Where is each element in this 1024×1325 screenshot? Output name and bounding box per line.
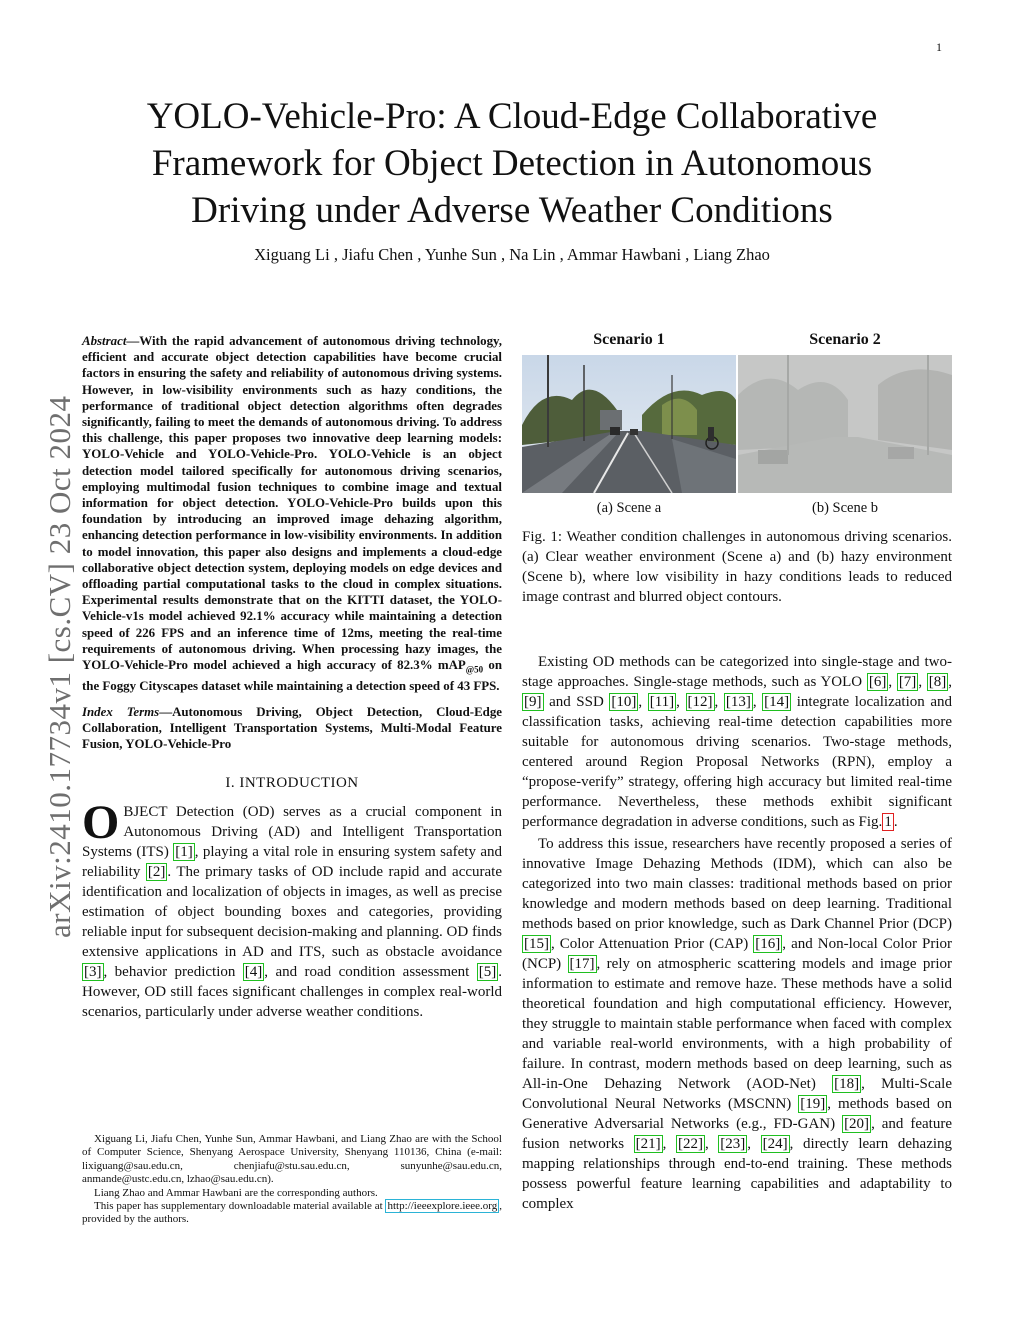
right-paragraph-2: To address this issue, researchers have recently proposed a series of innovative Image Dehazing Methods (IDM), which can also be categorized into two main classes: traditional methods based on prior knowledge and modern methods based on deep learning. Traditional methods based on prior knowledge, such as Dark Channel Prior (DCP) [15] , Color Attenuation Prior (CAP) [16] , and Non-local Color Prior (NCP) [17] , rely on atmospheric scattering models and image prior information to estimate and remove haze. These methods have a solid theoretical foundation and high computational efficiency. However, they struggle to maintain stable performance when faced with complex and variable real-world environments, with a high probability of failure. In contrast, modern methods based on deep learning, such as All-in-One Dehazing Network (AOD-Net) [18] , Multi-Scale Convolutional Neural Networks (MSCNN) [19] , methods based on Generative Adversarial Networks (e.g., FD-GAN) [20] , and feature fusion networks [21] , [22] , [23] , [24] , directly learn dehazing mapping relationships through end-to-end training. These methods possess powerful feature learning capabilities and adaptability to complex (522, 836, 953, 1212)
right-paragraph-1: Existing OD methods can be categorized into single-stage and two-stage approaches. Single-stage methods, such as YOLO [6] , [7] , [8] , [9] and SSD [10] , [11] , [12] , [13] , [14] integrate localization and classification tasks, achieving real-time detection capabilities more suitable for autonomous driving scenarios. Two-stage methods, centered around Region Proposal Networks (RPN), employ a “propose-verify” strategy, offering high accuracy but limited real-time performance. Nevertheless, these methods exhibit significant performance degradation in adverse conditions, such as Fig. 1 . (522, 654, 953, 830)
hazy-street-photo (738, 355, 952, 493)
subcaption-b: (b) Scene b (811, 500, 879, 516)
citation-link[interactable]: [12] (687, 694, 713, 710)
citation-link[interactable]: [1] (175, 843, 193, 860)
intro-paragraph (82, 795, 503, 1022)
abstract-dash: — (126, 334, 140, 348)
citation-link[interactable]: [7] (898, 674, 917, 690)
author-list: Xiguang Li , Jiafu Chen , Yunhe Sun , Na Lin , Ammar Hawbani , Liang Zhao (254, 245, 770, 264)
drop-cap: O (82, 795, 120, 849)
citation-link[interactable]: [2] (147, 863, 166, 880)
citation-link[interactable]: [11] (649, 694, 675, 710)
citation-link[interactable]: [24] (762, 1136, 788, 1152)
abstract-text: With the rapid advancement of autonomous driving technology, efficient and accurate object detection capabilities have become crucial factors in ensuring the safety and reliability of autonomous driving systems. However, in low-visibility environments such as hazy conditions, the performance of traditional object detection algorithms often degrades significantly, failing to meet the demands of autonomous driving. To address this challenge, this paper proposes two innovative deep learning models: YOLO-Vehicle and YOLO-Vehicle-Pro. YOLO-Vehicle is an object detection model tailored specifically for autonomous driving scenarios, employing multimodal fusion techniques to combine image and textual information for object detection. YOLO-Vehicle-Pro builds upon this foundation by introducing an improved image dehazing algorithm, enhancing detection performance in low-visibility environments. In addition to model innovation, this paper also designs and implements a cloud-edge collaborative object detection system, deploying models on edge devices and offloading partial computational tasks to the cloud in complex situations. Experimental results demonstrate that on the KITTI dataset, the YOLO-Vehicle-v1s model achieved 92.1% accuracy while maintaining a detection speed of 226 FPS and an inference time of 12ms, meeting the real-time requirements of autonomous driving. When processing hazy images, the YOLO-Vehicle-Pro model achieved a high accuracy of 82.3% mAP (82, 334, 502, 673)
abstract (82, 333, 502, 694)
footnotes (82, 1133, 502, 1227)
citation-link[interactable]: [10] (611, 694, 637, 710)
paper-title: YOLO-Vehicle-Pro: A Cloud-Edge Collaborative Framework for Object Detection in Autonomous Driving under Adverse Weather Conditions (146, 96, 878, 231)
citation-link[interactable]: [21] (635, 1136, 661, 1152)
citation-link[interactable]: [5] (478, 963, 497, 980)
ieee-link[interactable]: http://ieeexplore.ieee.org (387, 1200, 498, 1213)
arxiv-identifier: arXiv:2410.17734v1 [cs.CV] 23 Oct 2024 (42, 395, 77, 938)
citation-link[interactable]: [17] (569, 956, 595, 972)
index-terms (82, 704, 502, 753)
index-terms-label: Index Terms (82, 705, 160, 720)
intro-paragraph-text: BJECT Detection (OD) serves as a crucial component in Autonomous Driving (AD) and Intelligent Transportation Systems (ITS) [1] , playing a vital role in ensuring system safety and reliability [2] . The primary tasks of OD include rapid and accurate identification and localization of objects in images, as well as precise estimation of object bounding boxes and categories, providing reliable input for subsequent decision-making and planning. OD finds extensive applications in AD and ITS, such as obstacle avoidance [3] , behavior prediction [4] , and road condition assessment [5] . However, OD still faces significant challenges in complex real-world scenarios, particularly under adverse weather conditions. (82, 803, 503, 1020)
scene-b-image (738, 355, 952, 493)
citation-link[interactable]: [8] (928, 674, 947, 690)
subcaption-a: (a) Scene a (596, 500, 662, 516)
citation-link[interactable]: [23] (720, 1136, 746, 1152)
section-heading (82, 775, 502, 792)
citation-link[interactable]: [16] (755, 936, 781, 952)
footnote-affiliation: Xiguang Li, Jiafu Chen, Yunhe Sun, Ammar Hawbani, and Liang Zhao are with the School of Computer Science, Shenyang Aerospace University, Shenyang 110136, China (e-mail: lixiguang@sau.edu.cn, chenjiafu@stu.sau.edu.cn, sunyunhe@sau.edu.cn, anmande@ustc.edu.cn, lzhao@sau.edu.cn). (82, 1133, 502, 1186)
right-column (522, 652, 952, 1214)
footnote-supplementary (82, 1200, 502, 1227)
left-column (82, 333, 502, 1022)
citation-link[interactable]: [20] (844, 1116, 870, 1132)
scenario-2-label: Scenario 2 (809, 331, 881, 348)
abstract-label: Abstract (82, 334, 127, 348)
citation-link[interactable]: [18] (834, 1076, 860, 1092)
citation-link[interactable]: [15] (524, 936, 549, 952)
scene-a-image (522, 355, 736, 493)
citation-link[interactable]: [19] (800, 1096, 826, 1112)
citation-link[interactable]: [4] (244, 963, 263, 980)
section-heading-text: I. INTRODUCTION (225, 774, 359, 791)
footnote-supp-end: , provided by the authors. (82, 1200, 502, 1226)
citation-link[interactable]: [22] (677, 1136, 703, 1152)
abstract-subscript: @50 (465, 664, 484, 675)
citation-link[interactable]: [9] (524, 694, 542, 710)
scenario-1-label: Scenario 1 (593, 331, 665, 348)
index-terms-text: Autonomous Driving, Object Detection, Cloud-Edge Collaboration, Intelligent Transportation Systems, Multi-Modal Feature Fusion, YOLO-Vehicle-Pro (82, 705, 502, 752)
citation-link[interactable]: [3] (84, 963, 102, 980)
citation-link[interactable]: [13] (725, 694, 751, 710)
page-number: 1 (936, 40, 942, 54)
footnote-corresponding: Liang Zhao and Ammar Hawbani are the corresponding authors. (94, 1186, 378, 1199)
figure-ref-link[interactable]: 1 (884, 814, 892, 830)
clear-street-photo (522, 355, 736, 493)
citation-link[interactable]: [14] (764, 694, 790, 710)
abstract-text-end: on the Foggy Cityscapes dataset while maintaining a detection speed of 43 FPS. (82, 658, 503, 693)
figure-caption: Fig. 1: Weather condition challenges in autonomous driving scenarios. (a) Clear weather environment (Scene a) and (b) hazy environment (Scene b), where low visibility in hazy conditions leads to reduced image contrast and blurred object contours. (522, 529, 952, 605)
citation-link[interactable]: [6] (868, 674, 887, 690)
footnote-supp-text: This paper has supplementary downloadable material available at (94, 1200, 386, 1213)
index-terms-dash: — (159, 705, 173, 720)
